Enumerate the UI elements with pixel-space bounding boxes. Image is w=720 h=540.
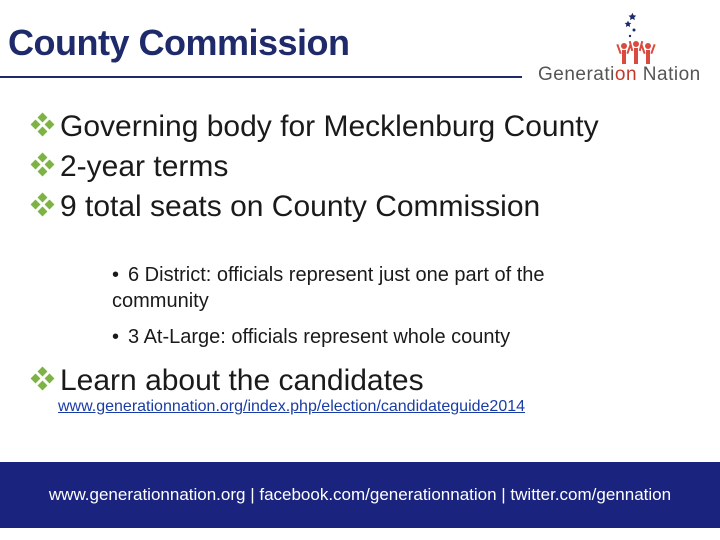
title-divider [0, 76, 522, 78]
bullet-text: Governing body for Mecklenburg County [60, 110, 599, 143]
bullet-item [30, 108, 710, 148]
generation-nation-logo [530, 8, 716, 90]
candidate-guide-link[interactable]: www.generationnation.org/index.php/election/candidateguide2014 [58, 398, 526, 415]
bullet-item [30, 362, 424, 402]
diamond-cluster-icon [30, 362, 60, 402]
footer-text: www.generationnation.org | facebook.com/generationnation | twitter.com/gennation [48, 485, 672, 504]
bullet-text: Learn about the candidates [60, 364, 424, 397]
sub-bullet-item [112, 324, 632, 350]
diamond-cluster-icon [30, 188, 60, 228]
bullet-item [30, 148, 710, 188]
sub-bullet-text: 6 District: officials represent just one part of the community [112, 264, 545, 312]
footer-bar [0, 462, 720, 528]
diamond-cluster-icon [30, 108, 60, 148]
logo-people-stars-icon [530, 8, 716, 68]
bullet-text: 9 total seats on County Commission [60, 190, 541, 223]
diamond-cluster-icon [30, 148, 60, 188]
bullet-dot-icon: • [112, 264, 120, 286]
sub-bullet-item [112, 262, 632, 314]
slide-title: County Commission [8, 22, 350, 63]
bullet-item [30, 188, 710, 228]
slide-body [30, 108, 710, 228]
bullet-dot-icon: • [112, 326, 120, 348]
bullet-text: 2-year terms [60, 150, 229, 183]
logo-wordmark: Generation Nation [538, 64, 701, 85]
sub-bullet-text: 3 At-Large: officials represent whole county [128, 326, 511, 348]
